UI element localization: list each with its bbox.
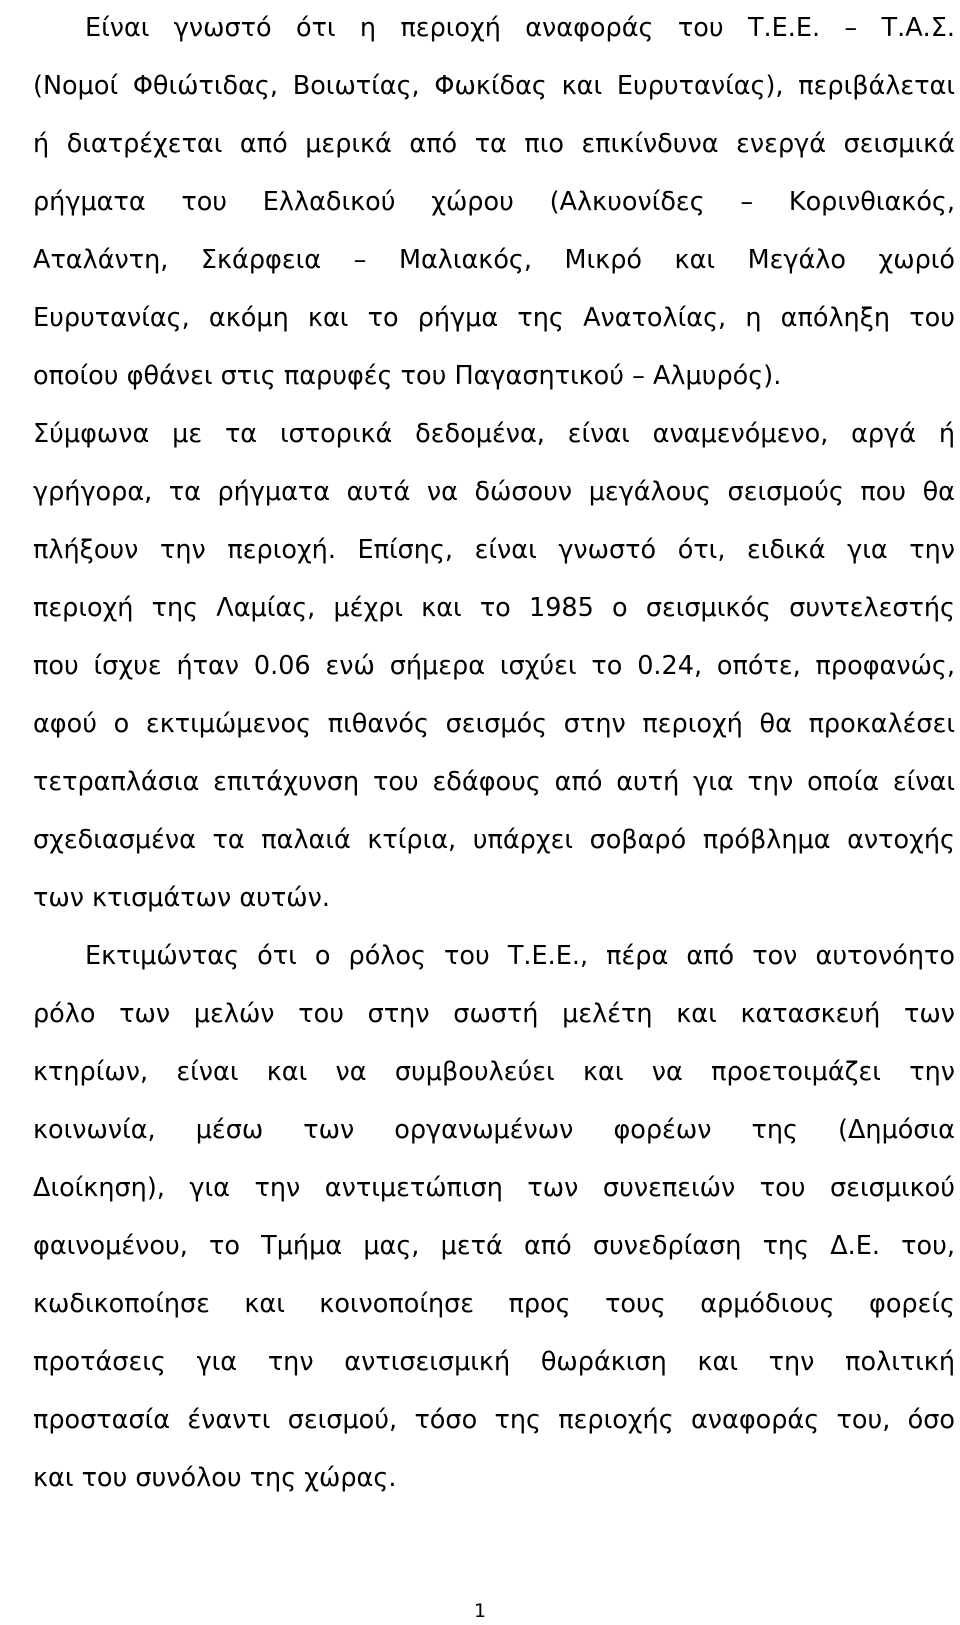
- paragraph-2-line-10: και του συνόλου της χώρας.: [33, 1463, 397, 1493]
- paragraph-2-line-4: κοινωνία, μέσω των οργανωμένων φορέων της (Δημόσια: [33, 1115, 955, 1145]
- paragraph-1-line-10: πλήξουν την περιοχή. Επίσης, είναι γνωστό ότι, ειδικά για την: [33, 535, 955, 565]
- paragraph-1-line-4: ρήγματα του Ελλαδικού χώρου (Αλκυονίδες – Κορινθιακός,: [33, 187, 955, 217]
- paragraph-1-line-8: Σύμφωνα με τα ιστορικά δεδομένα, είναι αναμενόμενο, αργά ή: [33, 419, 955, 449]
- paragraph-1-line-14: τετραπλάσια επιτάχυνση του εδάφους από αυτή για την οποία είναι: [33, 767, 955, 797]
- paragraph-1-line-3: ή διατρέχεται από μερικά από τα πιο επικίνδυνα ενεργά σεισμικά: [33, 129, 955, 159]
- paragraph-1-line-15: σχεδιασμένα τα παλαιά κτίρια, υπάρχει σοβαρό πρόβλημα αντοχής: [33, 825, 955, 855]
- paragraph-1-line-2: (Νομοί Φθιώτιδας, Βοιωτίας, Φωκίδας και Ευρυτανίας), περιβάλεται: [33, 71, 955, 101]
- paragraph-1-line-12: που ίσχυε ήταν 0.06 ενώ σήμερα ισχύει το 0.24, οπότε, προφανώς,: [33, 651, 955, 681]
- paragraph-1-line-16: των κτισμάτων αυτών.: [33, 883, 330, 913]
- paragraph-1-line-7: οποίου φθάνει στις παρυφές του Παγασητικού – Αλμυρός).: [33, 361, 782, 391]
- paragraph-2-line-9: προστασία έναντι σεισμού, τόσο της περιοχής αναφοράς του, όσο: [33, 1405, 955, 1435]
- paragraph-1-line-1: Είναι γνωστό ότι η περιοχή αναφοράς του Τ.Ε.Ε. – Τ.Α.Σ.: [85, 13, 955, 43]
- paragraph-2-line-5: Διοίκηση), για την αντιμετώπιση των συνεπειών του σεισμικού: [33, 1173, 955, 1203]
- paragraph-2-line-6: φαινομένου, το Τμήμα μας, μετά από συνεδρίαση της Δ.Ε. του,: [33, 1231, 955, 1261]
- paragraph-1-line-9: γρήγορα, τα ρήγματα αυτά να δώσουν μεγάλους σεισμούς που θα: [33, 477, 955, 507]
- paragraph-1-line-11: περιοχή της Λαμίας, μέχρι και το 1985 ο σεισμικός συντελεστής: [33, 593, 955, 623]
- paragraph-2-line-1: Εκτιμώντας ότι ο ρόλος του Τ.Ε.Ε., πέρα από τον αυτονόητο: [85, 941, 955, 971]
- paragraph-2-line-8: προτάσεις για την αντισεισμική θωράκιση και την πολιτική: [33, 1347, 955, 1377]
- paragraph-2-line-2: ρόλο των μελών του στην σωστή μελέτη και κατασκευή των: [33, 999, 955, 1029]
- paragraph-2-line-3: κτηρίων, είναι και να συμβουλεύει και να προετοιμάζει την: [33, 1057, 955, 1087]
- paragraph-1-line-5: Αταλάντη, Σκάρφεια – Μαλιακός, Μικρό και Μεγάλο χωριό: [33, 245, 955, 275]
- paragraph-2-line-7: κωδικοποίησε και κοινοποίησε προς τους αρμόδιους φορείς: [33, 1289, 955, 1319]
- page-number: 1: [473, 1600, 487, 1622]
- paragraph-1-line-6: Ευρυτανίας, ακόμη και το ρήγμα της Ανατολίας, η απόληξη του: [33, 303, 955, 333]
- paragraph-1-line-13: αφού ο εκτιμώμενος πιθανός σεισμός στην περιοχή θα προκαλέσει: [33, 709, 955, 739]
